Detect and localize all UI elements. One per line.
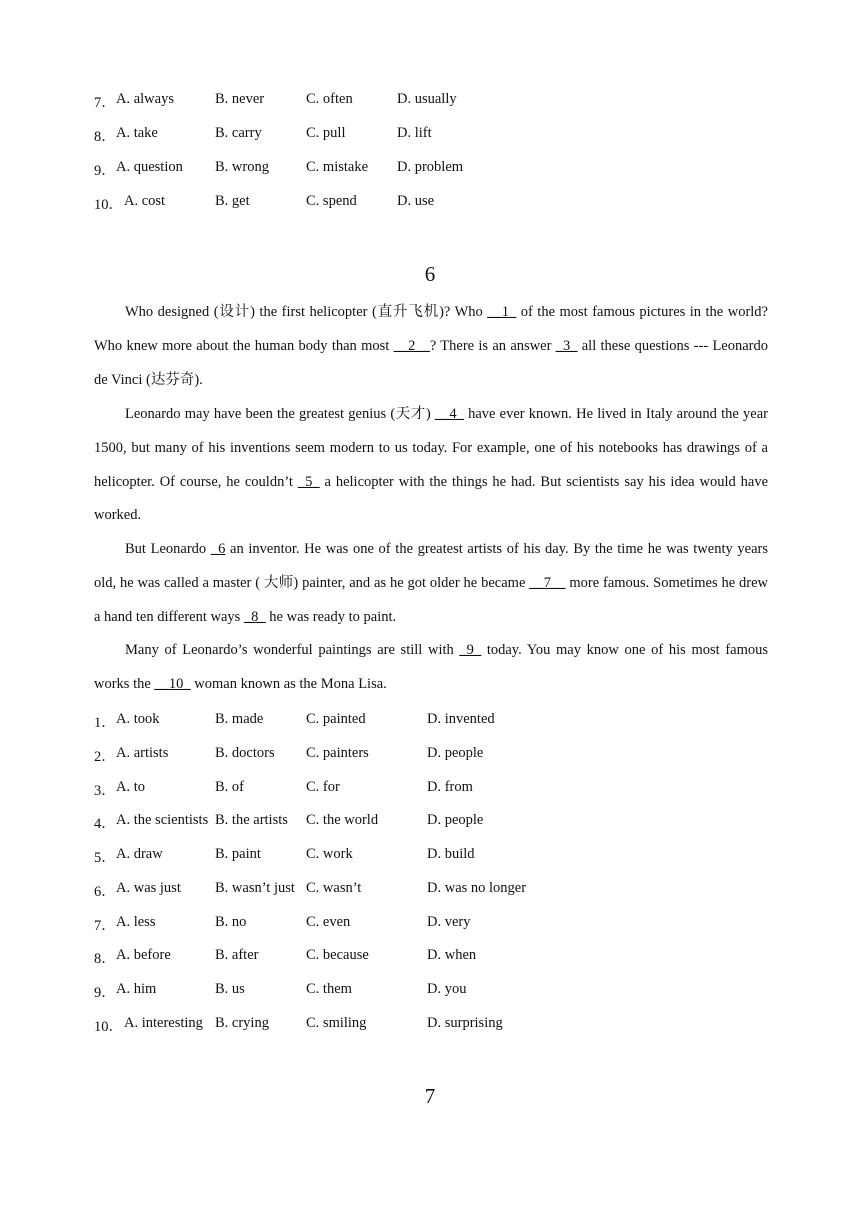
option-d: D. lift (397, 125, 432, 141)
option-d: D. from (427, 779, 473, 795)
option-b: B. of (215, 779, 244, 795)
text: more famous. Sometimes he drew a hand ten different ways (94, 574, 768, 625)
option-a: A. question (116, 159, 183, 175)
passage-paragraph-3 (94, 533, 768, 634)
question-number: 5． (94, 850, 116, 866)
option-c: C. wasn’t (306, 880, 362, 896)
blank-8: _8_ (243, 608, 266, 625)
question-number: 8． (94, 129, 116, 145)
option-b: B. carry (215, 125, 262, 141)
option-a: A. him (116, 981, 157, 997)
text: an inventor. He was one of the greatest artists of his day. By the time he was twenty years old, he was called a master ( 大师) painter, and as he got older he became (94, 541, 768, 591)
question-number: 6． (94, 884, 116, 900)
blank-6: _6 (210, 541, 226, 557)
option-b: B. paint (215, 846, 261, 862)
question-number: 7． (94, 918, 116, 934)
next-section-title: 7 (424, 1084, 436, 1108)
text: Who designed (设计) the first helicopter (直升飞机)? Who (125, 304, 488, 320)
option-c: C. painters (306, 745, 369, 761)
option-c: C. smiling (306, 1015, 367, 1031)
option-a: A. took (116, 711, 160, 727)
question-number: 1． (94, 715, 116, 731)
option-d: D. usually (397, 91, 457, 107)
question-number: 2． (94, 749, 116, 765)
option-b: B. doctors (215, 745, 275, 761)
question-number: 9． (94, 163, 116, 179)
option-b: B. after (215, 947, 259, 963)
option-d: D. very (427, 914, 471, 930)
option-c: C. often (306, 91, 353, 107)
option-a: A. artists (116, 745, 169, 761)
option-d: D. problem (397, 159, 464, 175)
option-c: C. for (306, 779, 340, 795)
option-d: D. was no longer (427, 880, 527, 896)
blank-3: _3_ (555, 337, 578, 354)
option-a: A. the scientists (116, 812, 209, 828)
blank-4: __4_ (434, 406, 464, 422)
text: have ever known. He lived in Italy around the year 1500, but many of his inventions seem modern to us today. For example, one of his notebooks has drawings of a helicopter. Of course, he couldn’t (94, 406, 768, 490)
option-d: D. use (397, 193, 435, 209)
option-c: C. painted (306, 711, 366, 727)
text: woman known as the Mona Lisa. (190, 675, 387, 692)
option-d: D. build (427, 846, 475, 862)
option-a: A. to (116, 779, 145, 795)
question-number: 10． (94, 1019, 123, 1035)
question-number: 10． (94, 197, 123, 213)
blank-10: __10_ (154, 675, 191, 692)
option-c: C. mistake (306, 159, 369, 175)
text: a helicopter with the things he had. But scientists say his idea would have worked. (94, 473, 769, 524)
option-b: B. crying (215, 1015, 269, 1031)
text: Many of Leonardo’s wonderful paintings are still with (125, 642, 460, 658)
question-number: 8． (94, 951, 116, 967)
question-number: 7． (94, 95, 116, 111)
option-b: B. the artists (215, 812, 288, 828)
text: all these questions --- Leonardo de Vinci (达芬奇). (94, 337, 769, 388)
option-c: C. even (306, 914, 351, 930)
option-d: D. when (427, 947, 477, 963)
section-title: 6 (424, 262, 436, 286)
passage-paragraph-4 (94, 634, 768, 702)
option-b: B. never (215, 91, 265, 107)
blank-9: _9_ (459, 642, 482, 658)
option-a: A. before (116, 947, 171, 963)
question-number: 4． (94, 816, 116, 832)
blank-5: _5_ (297, 473, 320, 490)
option-a: A. interesting (124, 1015, 203, 1031)
blank-1: __1_ (487, 304, 517, 320)
text: ? There is an answer (429, 337, 556, 354)
question-number: 9． (94, 985, 116, 1001)
option-b: B. wrong (215, 159, 269, 175)
blank-2: __2__ (393, 337, 430, 354)
option-b: B. wasn’t just (215, 880, 295, 896)
option-d: D. you (427, 981, 467, 997)
option-a: A. was just (116, 880, 181, 896)
question-number: 3． (94, 783, 116, 799)
text: But Leonardo (125, 541, 211, 557)
option-d: D. people (427, 745, 484, 761)
text: he was ready to paint. (265, 608, 397, 625)
option-d: D. surprising (427, 1015, 503, 1031)
passage-paragraph-1 (94, 296, 768, 397)
option-c: C. the world (306, 812, 379, 828)
option-b: B. us (215, 981, 245, 997)
option-d: D. invented (427, 711, 495, 727)
option-c: C. pull (306, 125, 346, 141)
option-a: A. always (116, 91, 174, 107)
option-b: B. made (215, 711, 264, 727)
option-c: C. spend (306, 193, 357, 209)
option-c: C. work (306, 846, 353, 862)
option-c: C. because (306, 947, 369, 963)
option-a: A. draw (116, 846, 163, 862)
option-a: A. cost (124, 193, 166, 209)
option-b: B. no (215, 914, 247, 930)
blank-7: __7__ (529, 574, 566, 591)
text: today. You may know one of his most famous works the (94, 642, 768, 692)
option-a: A. less (116, 914, 156, 930)
passage-paragraph-2 (94, 398, 768, 533)
option-a: A. take (116, 125, 158, 141)
option-d: D. people (427, 812, 484, 828)
text: of the most famous pictures in the world? Who knew more about the human body than most (94, 304, 768, 354)
option-b: B. get (215, 193, 250, 209)
text: Leonardo may have been the greatest genius (天才) (125, 406, 435, 422)
option-c: C. them (306, 981, 352, 997)
